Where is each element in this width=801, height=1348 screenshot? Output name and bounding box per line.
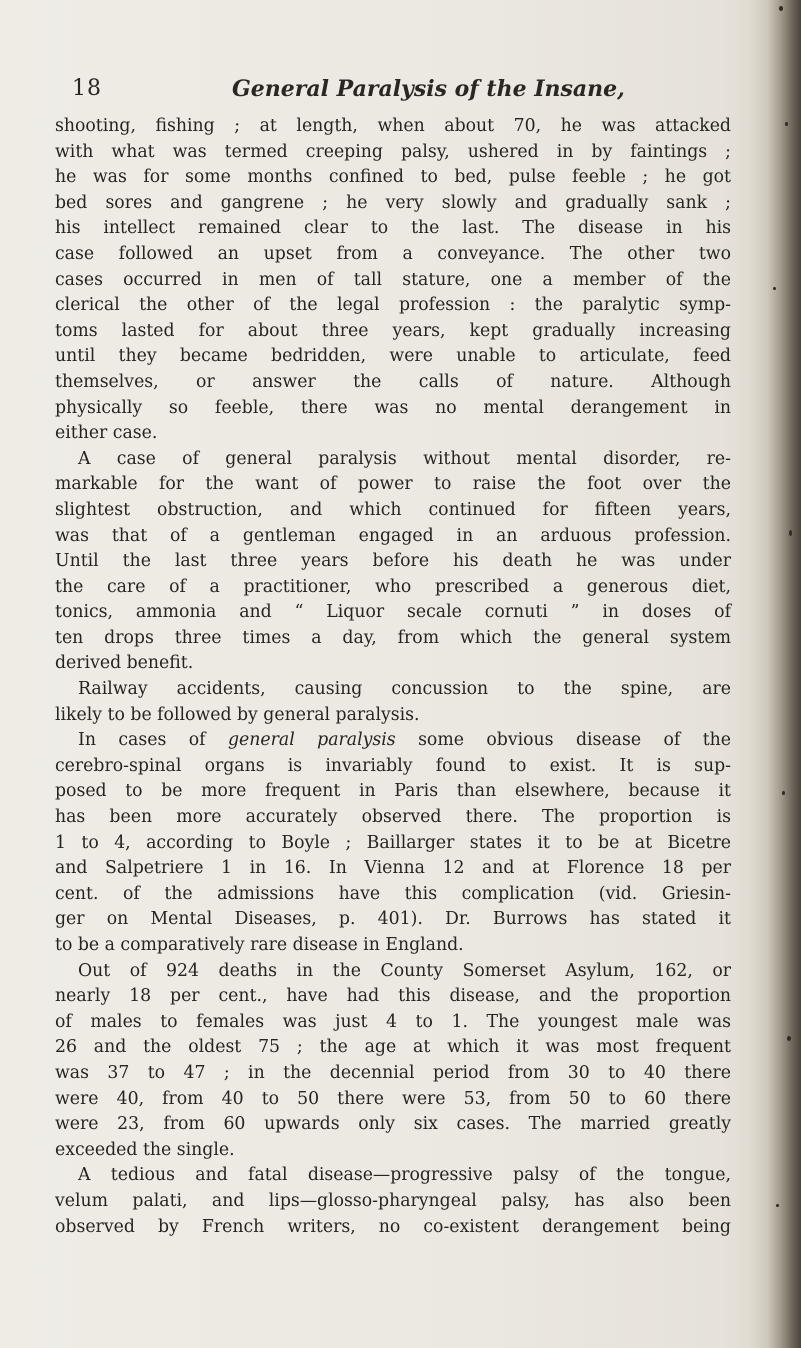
text-line: cases occurred in men of tall stature, one a member of the	[55, 269, 731, 290]
text-line: has been more accurately observed there. The proportion is	[55, 807, 731, 828]
text-line: were 23, from 60 upwards only six cases. The married greatly	[55, 1114, 731, 1135]
text-line: was 37 to 47 ; in the decennial period from 30 to 40 there	[55, 1062, 731, 1083]
text-line: until they became bedridden, were unable to articulate, feed	[55, 346, 731, 367]
text-line: cent. of the admissions have this complication (vid. Griesin-	[55, 883, 731, 904]
text-line: bed sores and gangrene ; he very slowly and gradually sank ;	[55, 192, 731, 213]
text-line: was that of a gentleman engaged in an arduous profession.	[55, 525, 731, 546]
text-line: markable for the want of power to raise the foot over the	[55, 474, 731, 495]
text-line: A case of general paralysis without mental disorder, re-	[78, 448, 731, 469]
page-header	[0, 72, 801, 112]
text-line: 1 to 4, according to Boyle ; Baillarger states it to be at Bicetre	[55, 832, 731, 853]
text-line: the care of a practitioner, who prescribed a generous diet,	[55, 576, 731, 597]
text-line: physically so feeble, there was no mental derangement in	[55, 397, 731, 418]
text-line: toms lasted for about three years, kept gradually increasing	[55, 320, 731, 341]
text-line: 26 and the oldest 75 ; the age at which it was most frequent	[55, 1037, 731, 1058]
text-line: with what was termed creeping palsy, ushered in by faintings ;	[55, 141, 731, 162]
page-edge-shadow	[749, 0, 801, 1348]
text-line: velum palati, and lips—glosso-pharyngeal palsy, has also been	[55, 1190, 731, 1211]
text-line: derived benefit.	[55, 653, 194, 674]
text-line: ger on Mental Diseases, p. 401). Dr. Burrows has stated it	[55, 909, 731, 930]
text-line: exceeded the single.	[55, 1139, 235, 1160]
text-line: ten drops three times a day, from which the general system	[55, 627, 731, 648]
text-line: tonics, ammonia and “ Liquor secale cornuti ” in doses of	[55, 602, 731, 623]
text-line: cerebro-spinal organs is invariably found to exist. It is sup-	[55, 755, 731, 776]
text-run: In cases of	[78, 730, 228, 751]
text-line: his intellect remained clear to the last. The disease in his	[55, 218, 731, 239]
text-line: to be a comparatively rare disease in England.	[55, 935, 464, 955]
text-line: case followed an upset from a conveyance. The other two	[55, 243, 731, 264]
text-line: posed to be more frequent in Paris than elsewhere, because it	[55, 781, 731, 802]
text-line	[55, 728, 731, 754]
text-line: slightest obstruction, and which continued for fifteen years,	[55, 499, 731, 520]
text-line: A tedious and fatal disease—progressive palsy of the tongue,	[78, 1165, 731, 1186]
page-number: 18	[72, 76, 102, 101]
emphasis-run: general paralysis	[227, 730, 396, 751]
text-line: likely to be followed by general paralysis.	[55, 704, 420, 725]
text-run: some obvious disease of the	[395, 730, 731, 751]
text-line: Until the last three years before his death he was under	[55, 551, 731, 572]
text-line: Out of 924 deaths in the County Somerset Asylum, 162, or	[78, 960, 731, 981]
text-line: Railway accidents, causing concussion to the spine, are	[78, 679, 731, 700]
text-line: observed by French writers, no co-existent derangement being	[55, 1216, 731, 1237]
text-line: he was for some months confined to bed, pulse feeble ; he got	[55, 167, 731, 188]
running-title: General Paralysis of the Insane,	[232, 76, 625, 102]
text-line: shooting, fishing ; at length, when about 70, he was attacked	[55, 116, 731, 136]
text-line: of males to females was just 4 to 1. The youngest male was	[55, 1011, 731, 1032]
body-text	[55, 114, 731, 1240]
text-line: and Salpetriere 1 in 16. In Vienna 12 and at Florence 18 per	[55, 858, 731, 879]
text-line: were 40, from 40 to 50 there were 53, from 50 to 60 there	[55, 1088, 731, 1109]
text-line: either case.	[55, 423, 158, 444]
text-line: clerical the other of the legal profession : the paralytic symp-	[55, 295, 731, 316]
text-line: nearly 18 per cent., have had this disease, and the proportion	[55, 986, 731, 1007]
text-line: themselves, or answer the calls of nature. Although	[55, 371, 731, 392]
